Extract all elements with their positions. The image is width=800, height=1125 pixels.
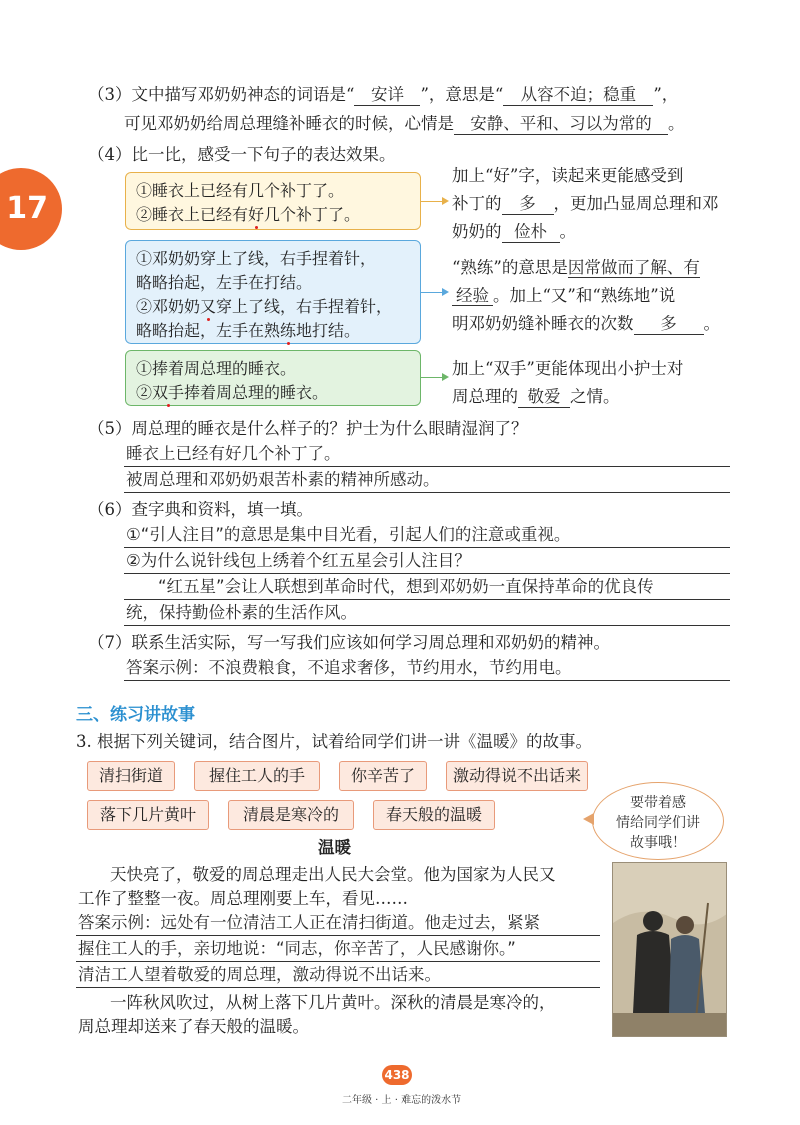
story-paragraph-1: 工作了整整一夜。周总理刚要上车，看见…… (78, 889, 408, 908)
compare-box-2: ①邓奶奶穿上了线，右手捏着针， 略略抬起，左手在打结。 ②邓奶奶又穿上了线，右手捏着针， 略略抬起，左手在熟练地打结。 (125, 240, 421, 344)
emphasis-dot: 熟练地 (264, 321, 313, 340)
q6-line2: ②为什么说针线包上绣着个红五星会引人注目？ (126, 551, 471, 570)
answer-line (124, 466, 730, 467)
q3-text: 可见邓奶奶给周总理缝补睡衣的时候，心情是 (124, 114, 454, 133)
q6-title: （6）查字典和资料，填一填。 (88, 500, 313, 519)
q6-answer-2: 统，保持勤俭朴素的生活作风。 (126, 603, 357, 622)
emphasis-dot: 好 (248, 205, 265, 224)
answer-line (76, 935, 600, 936)
q5-answer-1: 睡衣上已经有好几个补丁了。 (126, 444, 341, 463)
story-illustration (612, 862, 727, 1037)
compare-box-1 (125, 172, 421, 230)
answer-line (124, 680, 730, 681)
arrow-right-icon (421, 201, 447, 202)
note-2: “熟练”的意思是因常做而了解、有 经验 。加上“又”和“熟练地”说 明邓奶奶缝补睡衣的次数 多 。 (452, 258, 720, 333)
story-answer: 清洁工人望着敬爱的周总理，激动得说不出话来。 (78, 965, 441, 984)
sentence: ②睡衣上已经有好几个补丁了。 (136, 205, 361, 224)
story-paragraph-1: 天快亮了，敬爱的周总理走出人民大会堂。他为国家为人民又 (110, 865, 556, 884)
q3-text: （3）文中描写邓奶奶神态的词语是“ (88, 85, 355, 104)
q6-line1: ①“引人注目”的意思是集中目光看，引起人们的注意或重视。 (126, 525, 571, 544)
keyword-tag: 握住工人的手 (194, 761, 320, 791)
illustration-figures (613, 863, 727, 1037)
emphasis-dot: 双手 (152, 383, 185, 402)
q3-line2 (124, 113, 685, 135)
section-title: 三、练习讲故事 (76, 705, 195, 725)
emphasis-dot: 又 (200, 297, 217, 316)
q7-answer: 答案示例：不浪费粮食，不追求奢侈，节约用水，节约用电。 (126, 658, 572, 677)
note-1: 加上“好”字，读起来更能感受到 补丁的 多 ，更加凸显周总理和邓 奶奶的 俭朴 。 (452, 166, 719, 241)
compare-box-3: ①捧着周总理的睡衣。 ②双手捧着周总理的睡衣。 (125, 350, 421, 406)
story-answer: 答案示例：远处有一位清洁工人正在清扫街道。他走过去，紧紧 (78, 913, 540, 932)
q3-line1 (88, 84, 678, 106)
q3-text: 。 (668, 114, 685, 133)
story-paragraph-2: 周总理却送来了春天般的温暖。 (78, 1017, 309, 1036)
keyword-tag: 你辛苦了 (339, 761, 427, 791)
keyword-tag: 清扫街道 (87, 761, 175, 791)
note1-answer-b: 俭朴 (502, 222, 560, 243)
footer-text: 二年级 · 上 · 难忘的泼水节 (342, 1095, 462, 1106)
note2-answer-a: 因常做而了解、有 (567, 258, 700, 277)
sentence: ①睡衣上已经有几个补丁了。 (136, 181, 345, 200)
q4-title: （4）比一比，感受一下句子的表达效果。 (88, 145, 396, 164)
arrow-right-icon (421, 292, 447, 293)
q6-answer-1: “红五星”会让人联想到革命时代，想到邓奶奶一直保持革命的优良传 (158, 577, 654, 596)
answer-line (124, 492, 730, 493)
speech-bubble: 要带着感 情给同学们讲 故事哦！ (592, 782, 724, 860)
q3-answer-1: 安详 (354, 85, 420, 106)
answer-line (124, 573, 730, 574)
keyword-tag: 春天般的温暖 (373, 800, 495, 830)
note1-answer-a: 多 (502, 194, 554, 215)
answer-line (124, 625, 730, 626)
answer-line (124, 599, 730, 600)
q5-question: （5）周总理的睡衣是什么样子的？护士为什么眼睛湿润了？ (88, 419, 528, 438)
note2-answer-a2: 经验 (452, 286, 493, 306)
answer-line (76, 987, 600, 988)
q3-answer-3: 安静、平和、习以为常的 (454, 114, 668, 135)
story-paragraph-2: 一阵秋风吹过，从树上落下几片黄叶。深秋的清晨是寒冷的， (110, 993, 556, 1012)
story-answer: 握住工人的手，亲切地说：“同志，你辛苦了，人民感谢你。” (78, 939, 516, 958)
q3-text: ”， (653, 85, 679, 104)
answer-line (76, 961, 600, 962)
keyword-tag: 落下几片黄叶 (87, 800, 209, 830)
note-3: 加上“双手”更能体现出小护士对 周总理的 敬爱 之情。 (452, 359, 684, 406)
story-title: 温暖 (318, 838, 351, 857)
q7-question: （7）联系生活实际，写一写我们应该如何学习周总理和邓奶奶的精神。 (88, 633, 610, 652)
page-number: 438 (382, 1065, 412, 1085)
chapter-badge: 17 (0, 168, 62, 250)
section3-prompt: 3. 根据下列关键词，结合图片，试着给同学们讲一讲《温暖》的故事。 (76, 732, 592, 751)
arrow-right-icon (421, 377, 447, 378)
q3-answer-2: 从容不迫；稳重 (503, 85, 653, 106)
answer-line (124, 547, 730, 548)
q3-text: ”，意思是“ (420, 85, 504, 104)
note2-answer-b: 多 (634, 314, 704, 335)
note3-answer: 敬爱 (518, 387, 570, 408)
q5-answer-2: 被周总理和邓奶奶艰苦朴素的精神所感动。 (126, 470, 440, 489)
keyword-tag: 清晨是寒冷的 (228, 800, 354, 830)
keyword-tag: 激动得说不出话来 (446, 761, 588, 791)
